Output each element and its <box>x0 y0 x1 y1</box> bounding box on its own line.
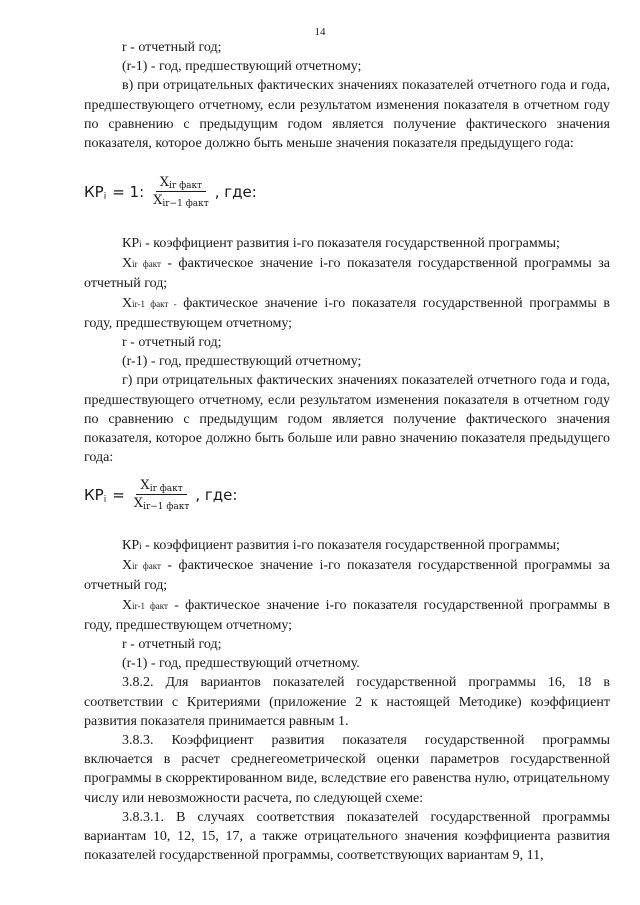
paragraph-3-8-2: 3.8.2. Для вариантов показателей государственной программы 16, 18 в соответствии с Критериями (приложение 2 к настоящей Методике) коэффициент развития показателя принимается равным 1. <box>84 675 610 729</box>
formula-2-eq: = <box>112 485 125 504</box>
text-block-3 <box>84 536 610 865</box>
definition-x-prev: Xir-1 факт - фактическое значение i-го показателя государственной программы в году, предшествующем отчетному; <box>84 295 610 331</box>
page-number: 14 <box>314 26 326 38</box>
definition-x: Xir факт - фактическое значение i-го показателя государственной программы за отчетный год; <box>84 558 610 594</box>
definition-r: r - отчетный год; <box>122 335 222 351</box>
definition-r: r - отчетный год; <box>122 40 222 55</box>
formula-1-fraction <box>149 175 213 208</box>
formula-1 <box>84 175 257 208</box>
definition-r: r - отчетный год; <box>122 637 222 653</box>
formula-1-eq: = 1: <box>112 182 145 201</box>
text-block-2 <box>84 234 610 467</box>
text-block-1 <box>84 38 610 153</box>
formula-2-numerator: Xir факт <box>136 478 186 495</box>
definition-kp: КРi - коэффициент развития i-го показателя государственной программы; <box>122 538 560 553</box>
definition-x: Xir факт - фактическое значение i-го показателя государственной программы за отчетный год; <box>84 256 610 292</box>
formula-2-fraction <box>130 478 194 511</box>
formula-2 <box>84 478 237 511</box>
definition-x-prev: Xir-1 факт - фактическое значение i-го показателя государственной программы в году, предшествующем отчетному; <box>84 597 610 633</box>
formula-1-suffix: , где: <box>214 182 257 201</box>
definition-r-minus-1: (r-1) - год, предшествующий отчетному; <box>122 354 362 370</box>
formula-2-suffix: , где: <box>195 485 238 504</box>
definition-kp: КРi - коэффициент развития i-го показателя государственной программы; <box>122 236 560 251</box>
formula-1-lhs: КРi <box>84 182 107 202</box>
definition-r-minus-1: (r-1) - год, предшествующий отчетному. <box>122 656 360 672</box>
definition-r-minus-1: (r-1) - год, предшествующий отчетному; <box>122 59 362 75</box>
paragraph-3-8-3: 3.8.3. Коэффициент развития показателя государственной программы включается в расчет среднегеометрической оценки параметров государственной программы в скорректированном виде, вследствие его равенства нулю, отрицательному числу или невозможности расчета, по следующей схеме: <box>84 733 610 806</box>
formula-2-denominator: Xir−1 факт <box>133 496 190 512</box>
paragraph-g: г) при отрицательных фактических значениях показателей отчетного года и года, предшествующего отчетному, если результатом изменения показателя в отчетном году по сравнению с предыдущим годом является получение фактического значения показателя, которое должно быть больше или равно значению показателя предыдущего года: <box>84 373 610 466</box>
formula-1-denominator: Xir−1 факт <box>153 193 209 209</box>
paragraph-3-8-3-1: 3.8.3.1. В случаях соответствия показателей государственной программы вариантам 10, 12, 15, 17, а также отрицательного значения коэффициента развития показателей государственной программы, соответствующих вариантам 9, 11, <box>84 809 610 864</box>
paragraph-v: в) при отрицательных фактических значениях показателей отчетного года и года, предшествующего отчетному, если результатом изменения показателя в отчетном году по сравнению с предыдущим годом является получение фактического значения показателя, которое должно быть меньше значения показателя предыдущего года: <box>84 78 610 152</box>
formula-2-lhs: КРi <box>84 485 107 505</box>
formula-1-numerator: Xir факт <box>156 175 206 192</box>
